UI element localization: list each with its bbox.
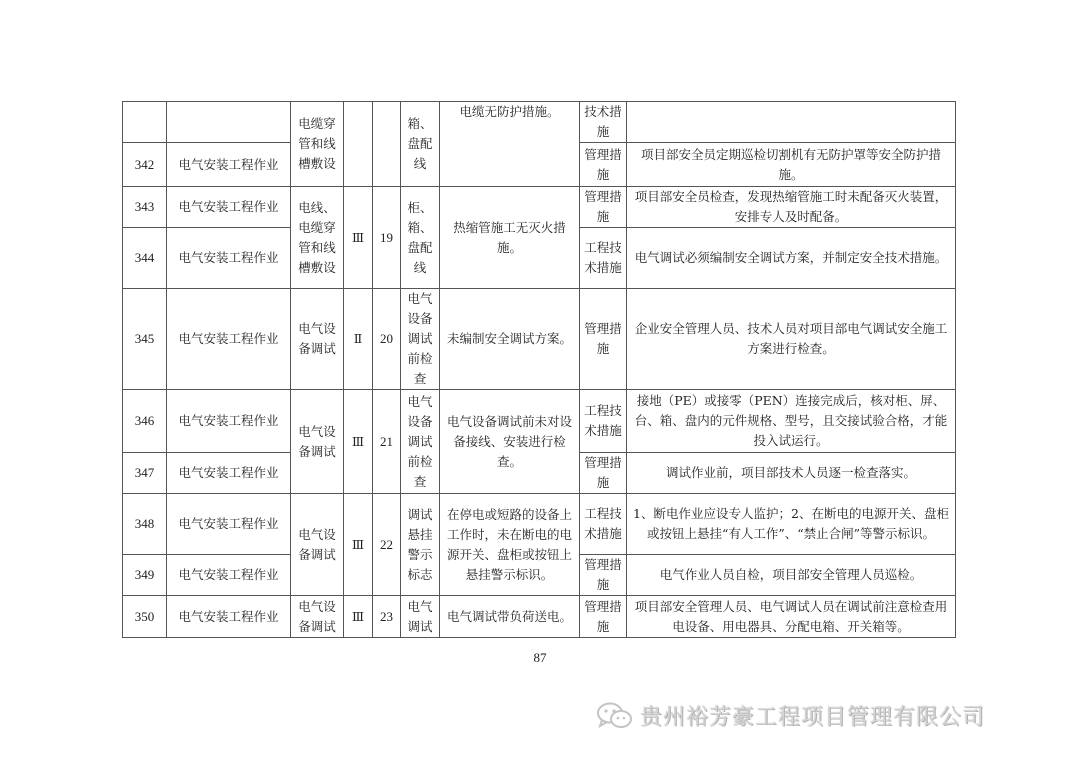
measure-type: 工程技术措施 [580, 494, 627, 555]
table-row [123, 289, 956, 390]
measure-text: 接地（PE）或接零（PEN）连接完成后，核对柜、屏、台、箱、盘内的元件规格、型号，且交接试验合格，才能投入试运行。 [627, 390, 956, 453]
sub-item: 电线、电缆穿管和线槽敷设 [291, 187, 344, 289]
table-row [123, 494, 956, 555]
hazard-part: 电气设备调试前检查 [401, 289, 440, 390]
hazard-desc: 在停电或短路的设备上工作时，未在断电的电源开关、盘柜或按钮上悬挂警示标识。 [440, 494, 580, 596]
hazard-seq [373, 102, 401, 187]
risk-level: Ⅲ [344, 596, 373, 638]
measure-text: 电气作业人员自检，项目部安全管理人员巡检。 [627, 555, 956, 596]
measure-type: 工程技术措施 [580, 390, 627, 453]
page-number: 87 [533, 650, 547, 665]
hazard-part: 电气设备调试前检查 [401, 390, 440, 494]
measure-type: 工程技术措施 [580, 228, 627, 289]
row-number: 347 [123, 453, 167, 494]
row-number: 346 [123, 390, 167, 453]
hazard-part: 柜、箱、盘配线 [401, 187, 440, 289]
table-row [123, 102, 956, 143]
work-name: 电气安装工程作业 [167, 453, 291, 494]
work-name: 电气安装工程作业 [167, 228, 291, 289]
sub-item: 电缆穿管和线槽敷设 [291, 102, 344, 187]
measure-text: 调试作业前，项目部技术人员逐一检查落实。 [627, 453, 956, 494]
measure-text: 1、断电作业应设专人监护；2、在断电的电源开关、盘柜或按钮上悬挂“有人工作”、“禁止合闸”等警示标识。 [627, 494, 956, 555]
row-number: 342 [123, 143, 167, 187]
row-number [123, 102, 167, 143]
hazard-seq: 19 [373, 187, 401, 289]
risk-level: Ⅲ [344, 390, 373, 494]
measure-type: 管理措施 [580, 187, 627, 228]
hazard-seq: 20 [373, 289, 401, 390]
hazard-desc: 电气设备调试前未对设备接线、安装进行检查。 [440, 390, 580, 494]
row-number: 345 [123, 289, 167, 390]
measure-type: 管理措施 [580, 453, 627, 494]
hazard-part: 箱、盘配线 [401, 102, 440, 187]
sub-item: 电气设备调试 [291, 289, 344, 390]
measure-type: 管理措施 [580, 289, 627, 390]
risk-level: Ⅲ [344, 494, 373, 596]
work-name: 电气安装工程作业 [167, 494, 291, 555]
work-name: 电气安装工程作业 [167, 143, 291, 187]
measure-type: 管理措施 [580, 555, 627, 596]
watermark [596, 700, 985, 731]
table-row [123, 596, 956, 638]
measure-text: 企业安全管理人员、技术人员对项目部电气调试安全施工方案进行检查。 [627, 289, 956, 390]
sub-item: 电气设备调试 [291, 596, 344, 638]
risk-level: Ⅱ [344, 289, 373, 390]
sub-item: 电气设备调试 [291, 390, 344, 494]
hazard-desc: 热缩管施工无灭火措施。 [440, 187, 580, 289]
work-name: 电气安装工程作业 [167, 289, 291, 390]
work-name [167, 102, 291, 143]
hazard-part: 调试悬挂警示标志 [401, 494, 440, 596]
work-name: 电气安装工程作业 [167, 187, 291, 228]
wechat-icon [596, 702, 634, 730]
risk-level [344, 102, 373, 187]
work-name: 电气安装工程作业 [167, 555, 291, 596]
measure-text: 项目部安全管理人员、电气调试人员在调试前注意检查用电设备、用电器具、分配电箱、开关箱等。 [627, 596, 956, 638]
measure-type: 管理措施 [580, 596, 627, 638]
table-row [123, 390, 956, 453]
measure-text: 项目部安全员检查，发现热缩管施工时未配备灭火装置，安排专人及时配备。 [627, 187, 956, 228]
row-number: 349 [123, 555, 167, 596]
work-name: 电气安装工程作业 [167, 596, 291, 638]
row-number: 344 [123, 228, 167, 289]
table-row [123, 187, 956, 228]
watermark-text: 贵州裕芳豪工程项目管理有限公司 [640, 705, 986, 730]
sub-item: 电气设备调试 [291, 494, 344, 596]
hazard-seq: 23 [373, 596, 401, 638]
risk-level: Ⅲ [344, 187, 373, 289]
hazard-desc: 电气调试带负荷送电。 [440, 596, 580, 638]
work-name: 电气安装工程作业 [167, 390, 291, 453]
measure-text: 项目部安全员定期巡检切割机有无防护罩等安全防护措施。 [627, 143, 956, 187]
measure-text: 电气调试必须编制安全调试方案，并制定安全技术措施。 [627, 228, 956, 289]
hazard-part: 电气调试 [401, 596, 440, 638]
hazard-seq: 21 [373, 390, 401, 494]
hazard-seq: 22 [373, 494, 401, 596]
measure-type: 技术措施 [580, 102, 627, 143]
hazard-table [122, 101, 956, 638]
hazard-desc: 未编制安全调试方案。 [440, 289, 580, 390]
hazard-desc: 电缆无防护措施。 [440, 102, 580, 187]
measure-text [627, 102, 956, 143]
measure-type: 管理措施 [580, 143, 627, 187]
row-number: 343 [123, 187, 167, 228]
row-number: 348 [123, 494, 167, 555]
row-number: 350 [123, 596, 167, 638]
